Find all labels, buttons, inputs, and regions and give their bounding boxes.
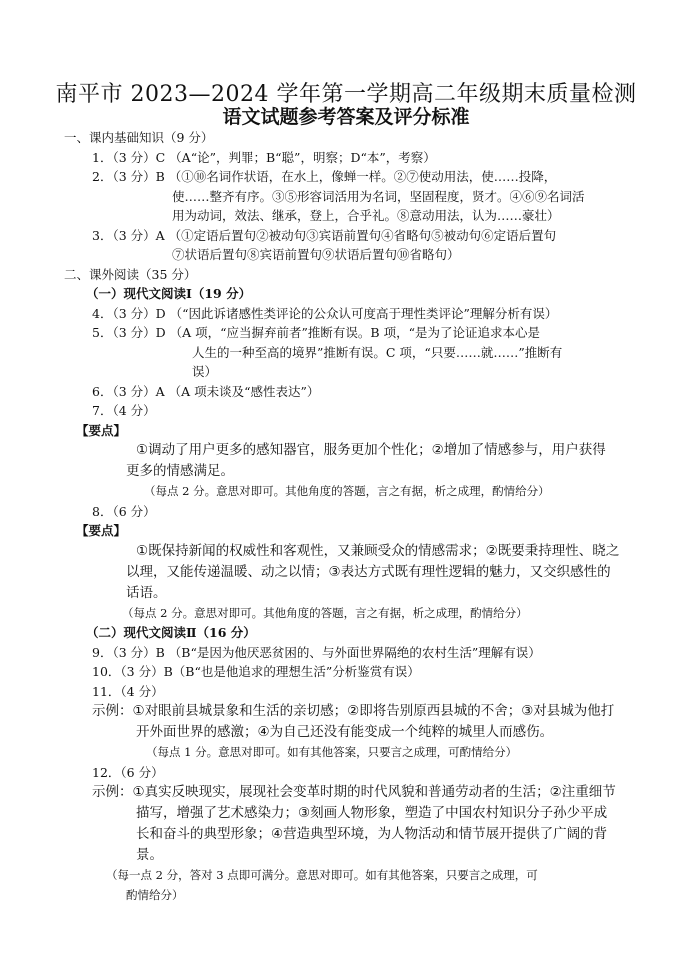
scoring-note: 酌情给分） — [126, 887, 184, 902]
scoring-note: （每一点 2 分，答对 3 点即可满分。意思对即可。如有其他答案，只要言之成理，可 — [106, 868, 538, 882]
key-points-label: 【要点】 — [76, 422, 127, 438]
answer-line: 用为动词，效法、继承，登上，合乎礼。⑧意动用法，认为……豪壮） — [172, 208, 560, 223]
answer-line: 人生的一种至高的境界”推断有误。C 项，“只要……就……”推断有 — [192, 344, 563, 360]
exam-title: 南平市 2023—2024 学年第一学期高二年级期末质量检测 — [55, 82, 637, 107]
scoring-note: （每点 2 分。意思对即可。其他角度的答题，言之有据，析之成理，酌情给分） — [122, 605, 528, 620]
answer-line: 12．（6 分） — [92, 764, 164, 780]
answer-line: 3．（3 分）A （①定语后置句②被动句③宾语前置句④省略句⑤被动句⑥定语后置句 — [92, 227, 557, 243]
answer-line: 5．（3 分）D （A 项，“应当摒弃前者”推断有误。B 项，“是为了论证追求本心是 — [92, 325, 540, 340]
answer-line: 更多的情感满足。 — [126, 463, 234, 479]
answer-line: 示例：①对眼前县城景象和生活的亲切感；②即将告别原西县城的不舍；③对县城为他打 — [92, 703, 615, 719]
answer-line: 2．（3 分）B （①⑩名词作状语，在水上，像蝉一样。②⑦使动用法，使……投降， — [92, 169, 557, 184]
answer-line: 6．（3 分）A （A 项未谈及“感性表达”） — [92, 383, 320, 399]
scoring-note: （每点 1 分。意思对即可。如有其他答案，只要言之成理，可酌情给分） — [146, 745, 518, 759]
answer-line: 景。 — [136, 847, 163, 863]
answer-line: 长和奋斗的典型形象；④营造典型环境，为人物活动和情节展开提供了广阔的背 — [136, 826, 608, 842]
answer-line: 开外面世界的感激；④为自己还没有能变成一个纯粹的城里人而感伤。 — [136, 724, 554, 740]
answer-line: 11．（4 分） — [92, 683, 164, 699]
answer-line: 1．（3 分）C （A“论”，判罪；B“聪”，明察；D“本”，考察） — [92, 149, 436, 165]
answer-line: ①调动了用户更多的感知器官，服务更加个性化；②增加了情感参与，用户获得 — [136, 442, 606, 458]
answer-line: ⑦状语后置句⑧宾语前置句⑨状语后置句⑩省略句） — [172, 247, 460, 262]
subsection-heading: （一）现代文阅读Ⅰ（19 分） — [86, 286, 252, 301]
section-heading: 二、课外阅读（35 分） — [64, 266, 197, 282]
answer-line: 8．（6 分） — [92, 503, 156, 519]
scoring-note: （每点 2 分。意思对即可。其他角度的答题，言之有据，析之成理，酌情给分） — [144, 484, 550, 498]
section-heading: 一、课内基础知识（9 分） — [64, 130, 214, 145]
answer-line: 以理，又能传递温暖、动之以情；③表达方式既有理性逻辑的魅力，又交织感性的 — [126, 563, 611, 580]
answer-line: 10．（3 分）B（B“也是他追求的理想生活”分析鉴赏有误） — [92, 664, 420, 679]
answer-line: 9．（3 分）B （B“是因为他厌恶贫困的、与外面世界隔绝的农村生活”理解有误） — [92, 644, 541, 660]
answer-content — [64, 128, 654, 905]
answer-line: 示例：①真实反映现实，展现社会变革时期的时代风貌和普通劳动者的生活；②注重细节 — [92, 784, 616, 800]
answer-key-subtitle: 语文试题参考答案及评分标准 — [222, 106, 470, 128]
answer-line: 7．（4 分） — [92, 403, 156, 418]
key-points-label: 【要点】 — [76, 523, 127, 538]
subsection-heading: （二）现代文阅读Ⅱ（16 分） — [86, 625, 256, 640]
answer-line: 描写，增强了艺术感染力；③刻画人物形象，塑造了中国农村知识分子孙少平成 — [136, 805, 608, 821]
answer-line: 话语。 — [126, 584, 167, 601]
answer-line: 4．（3 分）D （“因此诉诸感性类评论的公众认可度高于理性类评论”理解分析有误） — [92, 305, 558, 321]
answer-line: ①既保持新闻的权威性和客观性，又兼顾受众的情感需求；②既要秉持理性、晓之 — [136, 542, 620, 559]
answer-line: 使……整齐有序。③⑤形容词活用为名词，坚固程度，贤才。④⑥⑨名词活 — [172, 188, 585, 204]
answer-line: 误） — [192, 364, 218, 379]
